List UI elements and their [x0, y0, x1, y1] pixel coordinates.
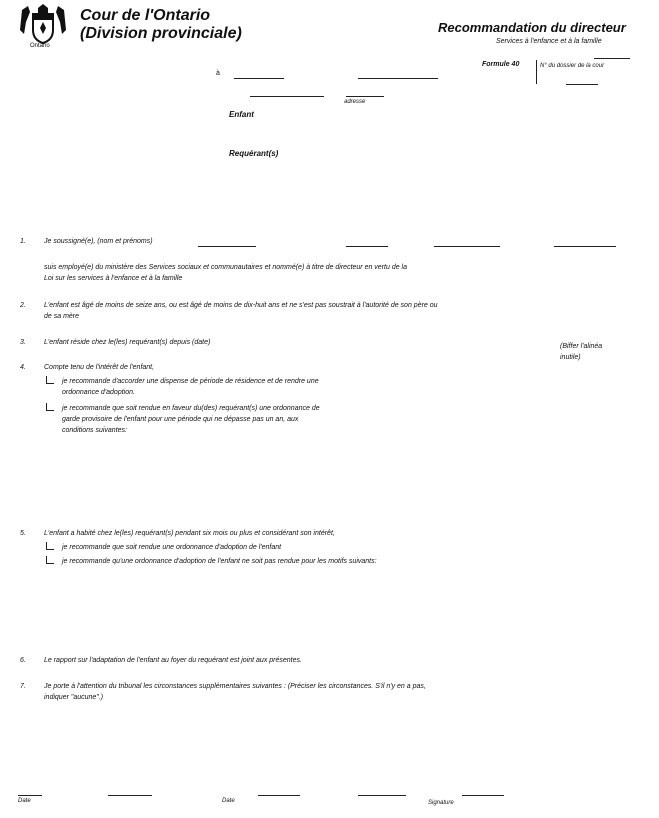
item-1-text: Je soussigné(e), (nom et prénoms): [44, 238, 153, 245]
item-4-number: 4.: [20, 364, 26, 371]
item-5-number: 5.: [20, 530, 26, 537]
address-line-2[interactable]: [346, 96, 384, 97]
court-name: Cour de l'Ontario: [80, 7, 211, 24]
item-2-text-b: de sa mère: [44, 313, 80, 320]
court-division: (Division provinciale): [80, 25, 242, 42]
item-1-number: 1.: [20, 238, 26, 245]
name-field-3[interactable]: [434, 246, 500, 247]
item-1-text-b: suis employé(e) du ministère des Services sociaux et communautaires et nommé(e) à titre de directeur en vertu de la: [44, 264, 407, 271]
item-5-text: L'enfant a habité chez le(les) requérant(s) pendant six mois ou plus et considérant son intérêt,: [44, 530, 335, 537]
applicants-label: Requérant(s): [229, 149, 279, 158]
ontario-logo: [18, 4, 68, 50]
item-1-text-c: Loi sur les services à l'enfance et à la famille: [44, 275, 183, 282]
footer-date-left: Date: [18, 798, 31, 804]
item-5-option-1: je recommande que soit rendue une ordonnance d'adoption de l'enfant: [62, 544, 282, 551]
location-field-2[interactable]: [358, 78, 438, 79]
item-2-text-a: L'enfant est âgé de moins de seize ans, ou est âgé de moins de dix-huit ans et ne s'est pas soustrait à l'autorité de son père ou: [44, 302, 438, 309]
date-field-mid[interactable]: [258, 795, 300, 796]
item-2-number: 2.: [20, 302, 26, 309]
date-field-left[interactable]: [18, 795, 42, 796]
at-label: à: [216, 70, 220, 77]
name-field-2[interactable]: [346, 246, 388, 247]
item-5-option-2: je recommande qu'une ordonnance d'adoption de l'enfant ne soit pas rendue pour les motifs suivants:: [62, 558, 377, 565]
item-5-option-1-checkbox[interactable]: [46, 542, 54, 550]
signature-field-a[interactable]: [358, 795, 406, 796]
name-field-4[interactable]: [554, 246, 616, 247]
item-6-text: Le rapport sur l'adaptation de l'enfant au foyer du requérant est joint aux présentes.: [44, 657, 302, 664]
item-4-option-1-a: je recommande d'accorder une dispense de période de résidence et de rendre une: [62, 378, 319, 385]
item-6-number: 6.: [20, 657, 26, 664]
item-7-text-a: Je porte à l'attention du tribunal les circonstances supplémentaires suivantes : (Préciser les circonstances. S'il n'y en a pas,: [44, 683, 426, 690]
logo-caption: Ontario: [30, 43, 50, 49]
signature-field-b[interactable]: [462, 795, 504, 796]
item-4-option-2-b: garde provisoire de l'enfant pour une période qui ne dépasse pas un an, aux: [62, 416, 299, 423]
form-number: Formule 40: [482, 61, 520, 68]
footer-date-mid: Date: [222, 798, 235, 804]
address-line-1[interactable]: [250, 96, 324, 97]
file-no-divider: [536, 60, 537, 84]
footer-signature: Signature: [428, 800, 454, 806]
child-label: Enfant: [229, 110, 254, 119]
item-3-text: L'enfant réside chez le(les) requérant(s) depuis (date): [44, 339, 211, 346]
item-5-option-2-checkbox[interactable]: [46, 556, 54, 564]
name-field-1[interactable]: [198, 246, 256, 247]
file-no-label: N° du dossier de la cour: [540, 63, 605, 69]
item-4-text: Compte tenu de l'intérêt de l'enfant,: [44, 364, 155, 371]
item-4-option-2-a: je recommande que soit rendue en faveur du(des) requérant(s) une ordonnance de: [62, 405, 320, 412]
item-4-option-2-checkbox[interactable]: [46, 403, 54, 411]
strike-note-2: inutile): [560, 354, 581, 361]
act-name: Services à l'enfance et à la famille: [496, 38, 602, 45]
item-4-option-1-checkbox[interactable]: [46, 376, 54, 384]
item-4-option-2-c: conditions suivantes:: [62, 427, 127, 434]
location-field-footer[interactable]: [108, 795, 152, 796]
form-title: Recommandation du directeur: [438, 20, 626, 35]
location-field[interactable]: [234, 78, 284, 79]
strike-note-1: (Biffer l'alinéa: [560, 343, 603, 350]
item-3-number: 3.: [20, 339, 26, 346]
item-7-number: 7.: [20, 683, 26, 690]
address-label: adresse: [344, 99, 366, 105]
item-4-option-1-b: ordonnance d'adoption.: [62, 389, 135, 396]
item-7-text-b: indiquer "aucune".): [44, 694, 104, 701]
